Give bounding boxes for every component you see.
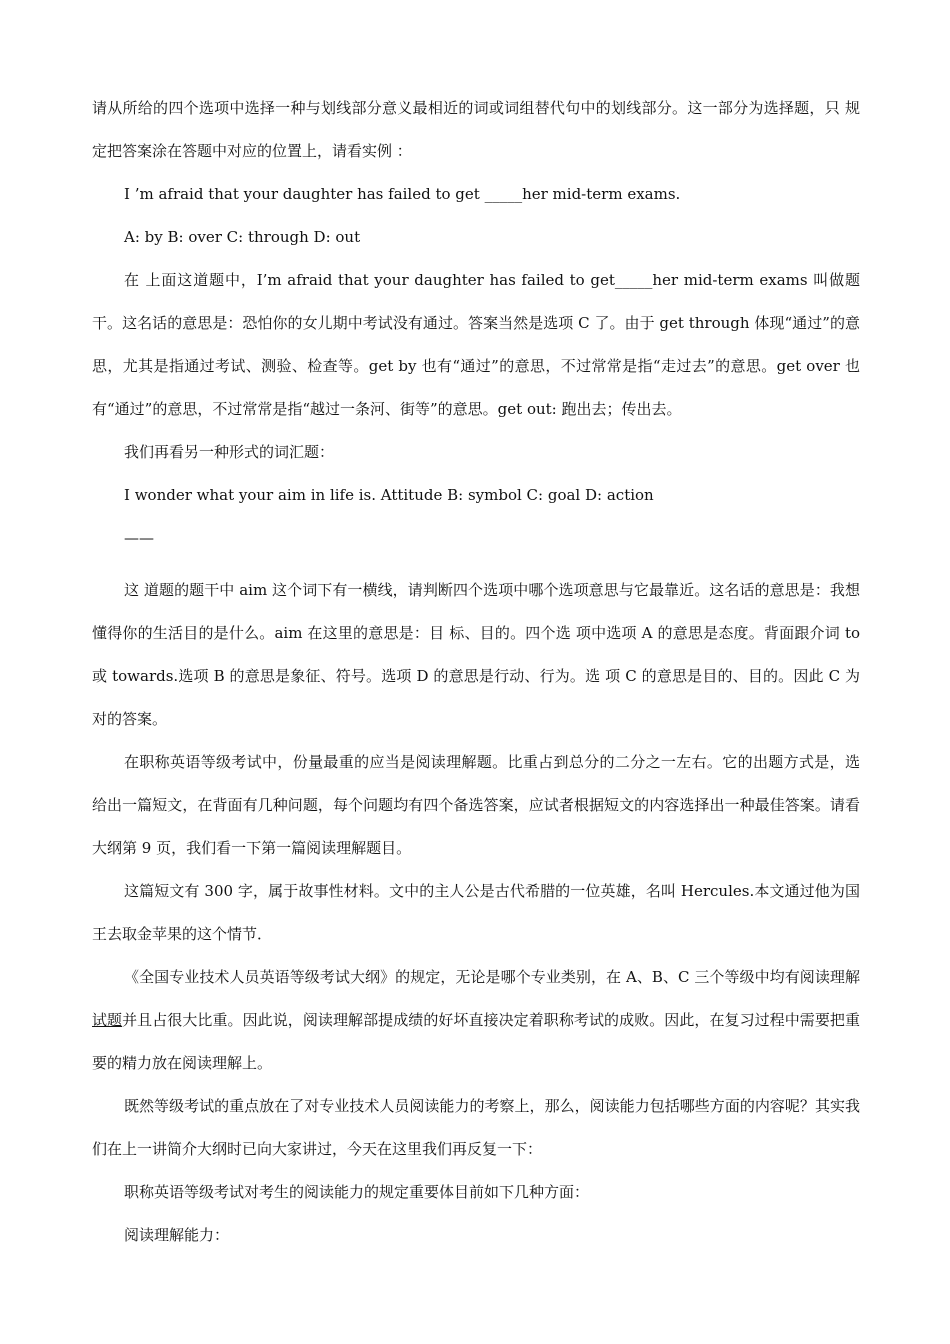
answer-blank-line: —— xyxy=(124,529,154,547)
paragraph-requirements: 职称英语等级考试对考生的阅读能力的规定重要体目前如下几种方面： xyxy=(124,1183,590,1201)
paragraph-short-text: 这篇短文有 300 字，属于故事性材料。文中的主人公是古代希腊的一位英雄，名叫 Hercules.本文通过他为国王去取金苹果的这个情节． xyxy=(92,882,860,943)
paragraph-explanation-2: 这 道题的题干中 aim 这个词下有一横线，请判断四个选项中哪个选项意思与它最靠近。这名话的意思是：我想懂得你的生活目的是什么。aim 在这里的意思是：目 标、目的。四个选 项中选项 A 的意思是态度。背面跟介词 to 或 towards.选项 B 的意思是象征、符号。选项 D 的意思是行动、行为。选 项 C 的意思是目的、目的。因此 C 为对的答案。 xyxy=(92,581,860,728)
example-question-sentence: I ’m afraid that your daughter has failed to get _____her mid-term exams. xyxy=(124,185,681,203)
paragraph-syllabus xyxy=(92,956,860,1085)
syllabus-text-a: 《全国专业技术人员英语等级考试大纲》的规定，无论是哪个专业类别，在 A、B、C 三个等级中均有阅读理解 xyxy=(124,968,860,986)
paragraph-reading-comprehension: 在职称英语等级考试中，份量最重的应当是阅读理解题。比重占到总分的二分之一左右。它的出题方式是，选 给出一篇短文，在背面有几种问题，每个问题均有四个备选答案，应试者根据短文的内容选择出一种最佳答案。请看大纲第 9 页，我们看一下第一篇阅读理解题目。 xyxy=(92,753,860,857)
underlined-word: 试题 xyxy=(92,1011,123,1029)
paragraph-instructions: 请从所给的四个选项中选择一种与划线部分意义最相近的词或词组替代句中的划线部分。这一部分为选择题，只 规定把答案涂在答题中对应的位置上，请看实例 ： xyxy=(92,99,860,160)
paragraph-another-form: 我们再看另一种形式的词汇题： xyxy=(124,443,335,461)
syllabus-text-b: 并且占很大比重。因此说，阅读理解部提成绩的好坏直接决定着职称考试的成败。因此，在复习过程中需要把重要的精力放在阅读理解上。 xyxy=(92,1011,860,1072)
paragraph-explanation-1: 在 上面这道题中，I’m afraid that your daughter has failed to get_____her mid-term exams 叫做题干。这名话的意思是：恐怕你的女儿期中考试没有通过。答案当然是选项 C 了。由于 get through 体现“通过”的意思，尤其是指通过考试、测验、检查等。get by 也有“通过”的意思，不过常常是指“走过去”的意思。get over 也有“通过”的意思，不过常常是指“越过一条河、街等”的意思。get out: 跑出去；传出去。 xyxy=(92,271,860,418)
paragraph-heading-reading-ability: 阅读理解能力： xyxy=(124,1226,230,1244)
example-question-options: A: by B: over C: through D: out xyxy=(124,228,361,246)
paragraph-reading-ability: 既然等级考试的重点放在了对专业技术人员阅读能力的考察上，那么，阅读能力包括哪些方面的内容呢？其实我们在上一讲简介大纲时已向大家讲过，今天在这里我们再反复一下： xyxy=(92,1097,860,1158)
spacer xyxy=(92,560,860,569)
second-question-sentence: I wonder what your aim in life is. Attitude B: symbol C: goal D: action xyxy=(124,486,654,504)
